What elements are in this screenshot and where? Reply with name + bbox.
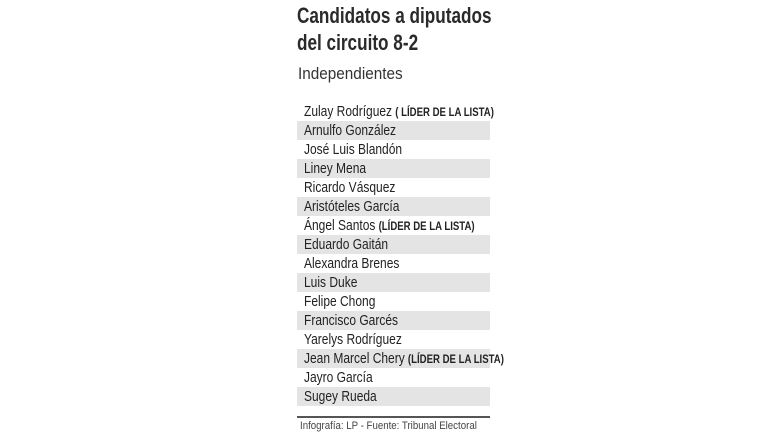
subtitle: Independientes [298,64,403,83]
candidate-name: Ricardo Vásquez [304,179,396,196]
candidate-entry [304,387,377,406]
leader-tag: (LÍDER DE LA LISTA) [378,219,475,233]
candidate-entry [304,140,402,159]
title-line-2: del circuito 8-2 [297,30,419,55]
list-item [297,197,490,216]
candidate-entry [304,254,399,273]
list-item [297,140,490,159]
candidate-entry [304,368,373,387]
candidate-name: Aristóteles García [304,198,400,215]
divider [297,416,490,418]
list-item [297,292,490,311]
candidate-name: Yarelys Rodríguez [304,331,402,348]
candidate-name: Jayro García [304,369,373,386]
title-line-1: Candidatos a diputados [297,3,492,28]
list-item [297,330,490,349]
candidate-name: Sugey Rueda [304,388,377,405]
list-item [297,349,504,368]
candidate-entry [304,235,388,254]
candidate-entry [304,178,395,197]
list-item [297,273,490,292]
candidate-name: Francisco Garcés [304,312,399,329]
list-item [297,387,490,406]
candidate-name: Ángel Santos [304,217,376,234]
candidate-name: Jean Marcel Chery [304,350,405,367]
candidate-entry [304,102,494,122]
candidate-entry [304,349,504,369]
candidate-entry [304,273,357,292]
candidate-entry [304,121,396,140]
candidate-name: José Luis Blandón [304,141,403,158]
candidate-name: Zulay Rodríguez [304,103,393,120]
list-item [297,368,490,387]
candidate-name: Liney Mena [304,160,367,177]
candidate-entry [304,197,399,216]
title [297,2,500,56]
list-item [297,311,490,330]
list-item [297,216,490,235]
list-item [297,178,490,197]
candidate-entry [304,330,402,349]
list-item [297,159,490,178]
candidate-entry [304,216,475,236]
candidate-entry [304,159,366,178]
list-item [297,254,490,273]
source-footer: Infografía: LP - Fuente: Tribunal Electoral [300,420,477,432]
candidate-name: Alexandra Brenes [304,255,400,272]
leader-tag: (LÍDER DE LA LISTA) [407,352,504,366]
leader-tag: ( LÍDER DE LA LISTA) [395,105,494,119]
candidate-name: Felipe Chong [304,293,376,310]
list-item [297,121,490,140]
candidate-list [297,102,504,406]
candidate-entry [304,292,375,311]
candidate-name: Eduardo Gaitán [304,236,389,253]
candidate-name: Luis Duke [304,274,358,291]
list-item [297,235,490,254]
list-item [297,102,494,121]
candidate-name: Arnulfo González [304,122,397,139]
candidate-entry [304,311,398,330]
